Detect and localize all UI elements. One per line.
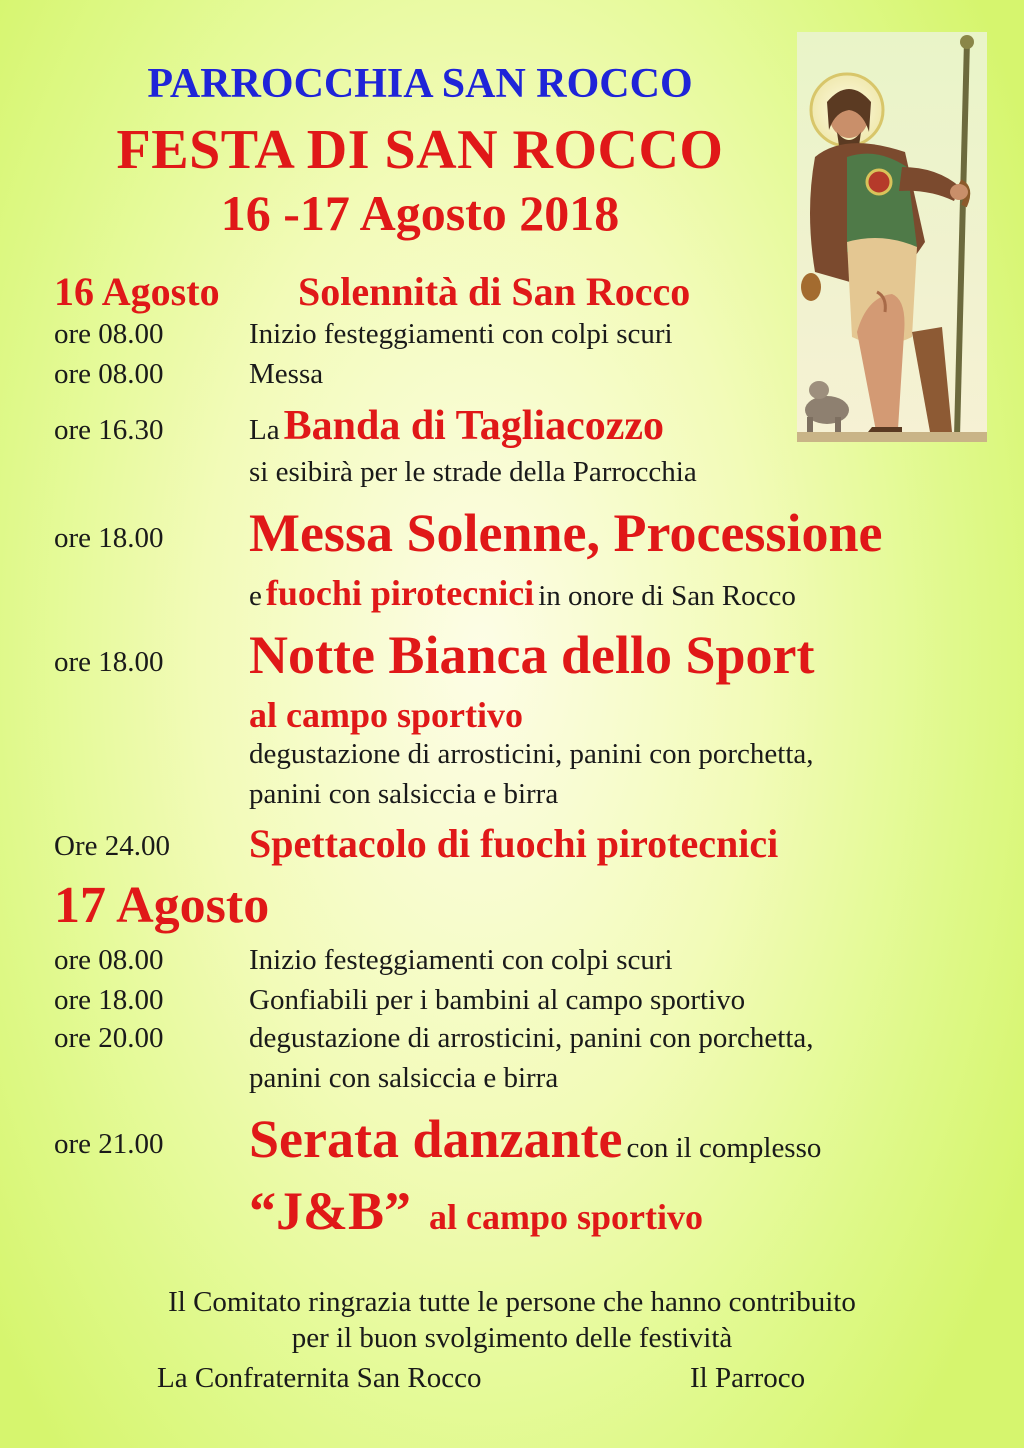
- day2-e1-time: ore 08.00: [54, 944, 164, 976]
- day1-e2-text: Messa: [249, 358, 324, 390]
- footer-sign-right: Il Parroco: [690, 1362, 806, 1394]
- day1-e2-time: ore 08.00: [54, 358, 164, 390]
- day1-e6-highlight: Spettacolo di fuochi pirotecnici: [249, 821, 779, 866]
- day1-e3-line: [249, 402, 664, 450]
- day2-e2-time: ore 18.00: [54, 984, 164, 1016]
- day1-e4-highlight: Messa Solenne, Processione: [249, 503, 883, 563]
- day1-e4-time: ore 18.00: [54, 522, 164, 554]
- day2-e4-line2: [249, 1180, 703, 1242]
- day1-e3-highlight: Banda di Tagliacozzo: [283, 403, 665, 449]
- day2-e4-place: al campo sportivo: [429, 1197, 703, 1237]
- day1-e1-text: Inizio festeggiamenti con colpi scuri: [249, 318, 673, 350]
- day2-e2-text: Gonfiabili per i bambini al campo sportivo: [249, 984, 746, 1016]
- day2-e4-suffix: con il complesso: [626, 1132, 822, 1164]
- day1-heading: Solennità di San Rocco: [298, 269, 691, 314]
- day1-e5-time: ore 18.00: [54, 646, 164, 678]
- day1-e5-sub: al campo sportivo: [249, 695, 523, 735]
- day1-e3-prefix: La: [249, 414, 280, 446]
- day2-e4-highlight: Serata danzante: [249, 1109, 623, 1169]
- day1-e5-detail1: degustazione di arrosticini, panini con porchetta,: [249, 738, 814, 770]
- day1-e6-time: Ore 24.00: [54, 830, 170, 862]
- day2-e3-time: ore 20.00: [54, 1022, 164, 1054]
- day2-e4-band: “J&B”: [249, 1181, 411, 1241]
- day1-e1-time: ore 08.00: [54, 318, 164, 350]
- day2-date: 17 Agosto: [54, 877, 270, 934]
- day1-e5-highlight: Notte Bianca dello Sport: [249, 625, 815, 685]
- day1-e3-time: ore 16.30: [54, 414, 164, 446]
- day1-date: 16 Agosto: [54, 269, 220, 314]
- footer-line1: Il Comitato ringrazia tutte le persone che hanno contribuito: [168, 1286, 856, 1318]
- saint-statue-icon: [797, 32, 987, 442]
- event-dates: 16 -17 Agosto 2018: [220, 185, 620, 241]
- page-title: FESTA DI SAN ROCCO: [116, 119, 724, 181]
- footer-line2: per il buon svolgimento delle festività: [291, 1322, 733, 1354]
- parish-name: PARROCCHIA SAN ROCCO: [147, 61, 693, 107]
- day2-e4-line1: [249, 1108, 821, 1170]
- day1-e4-suffix2: in onore di San Rocco: [538, 580, 796, 612]
- day1-e4-highlight2: fuochi pirotecnici: [265, 573, 535, 613]
- day2-e3-text1: degustazione di arrosticini, panini con porchetta,: [249, 1022, 814, 1054]
- footer-sign-left: La Confraternita San Rocco: [157, 1362, 482, 1394]
- day1-e3-detail: si esibirà per le strade della Parrocchia: [249, 456, 697, 488]
- day2-e1-text: Inizio festeggiamenti con colpi scuri: [249, 944, 673, 976]
- day2-e4-time: ore 21.00: [54, 1128, 164, 1160]
- day2-e3-text2: panini con salsiccia e birra: [249, 1062, 559, 1094]
- day1-e4-prefix2: e: [249, 580, 262, 612]
- day1-e5-detail2: panini con salsiccia e birra: [249, 778, 559, 810]
- day1-e4-line2: [249, 572, 796, 614]
